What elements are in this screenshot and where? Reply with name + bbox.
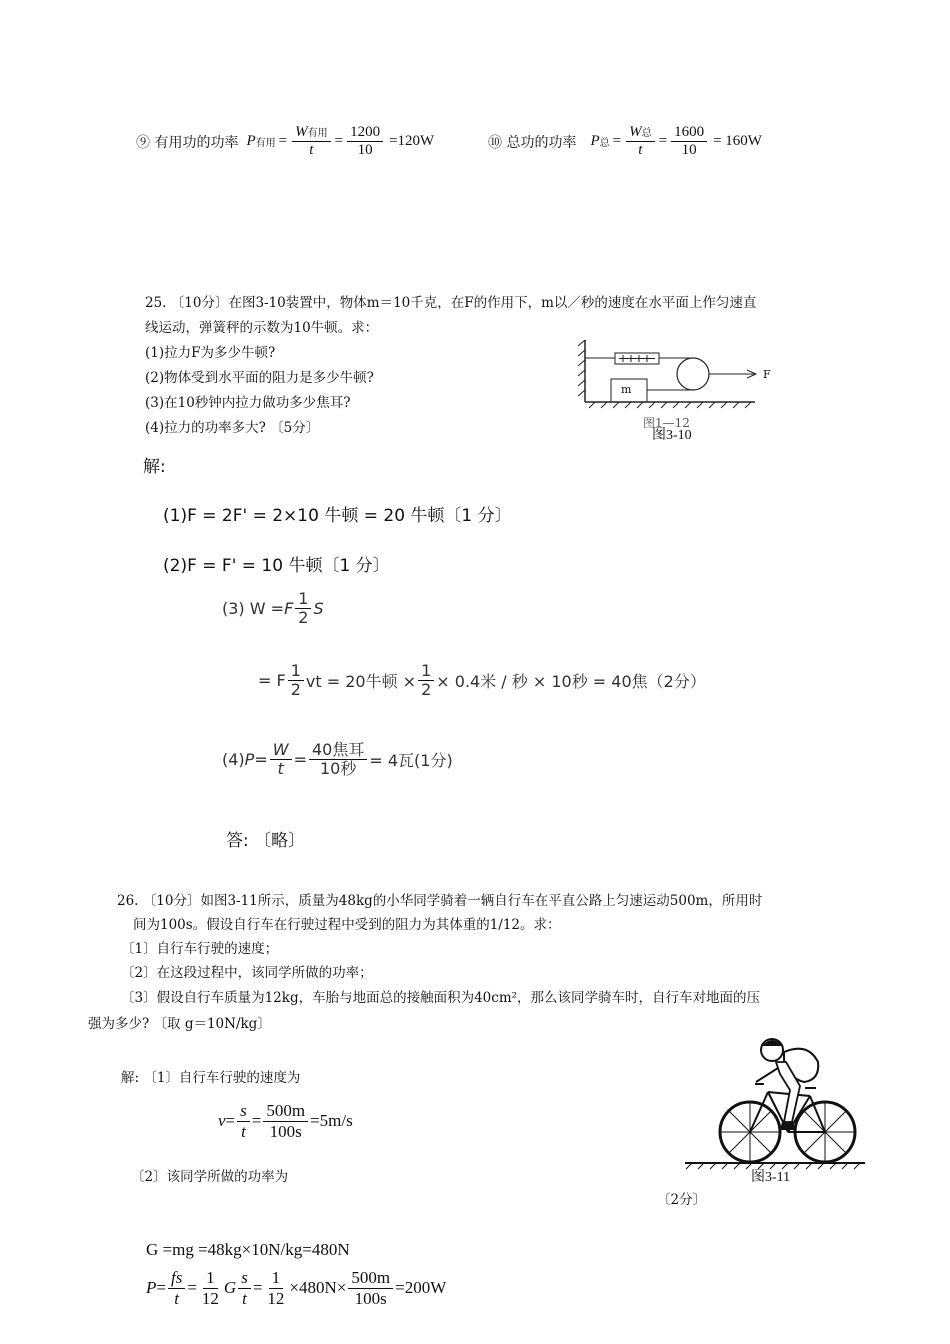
power-useful-formula: ⑨ 有用功的功率 P 有用 = $\frac{\text{W有用}}{t}$ = $\frac{1200}{10}$ =120W <box>136 124 435 159</box>
label: ⑨ 有用功的功率 <box>136 134 239 151</box>
fraction: $\frac{500m}{100s}$ <box>348 1268 393 1308</box>
q26-stem-line1: 26. 〔10分〕如图3-11所示，质量为48kg的小华同学骑着一辆自行车在平直公路上匀速运动500m，所用时 <box>117 893 763 909</box>
fraction: $\frac{1}{2}$ <box>418 662 434 700</box>
fraction: $\frac{\text{40焦耳}}{\text{10秒}}$ <box>309 741 367 779</box>
solution-step-3-line2: = F $\frac{1}{2}$ vt = 20牛顿 × $\frac{1}{2}$ × 0.4米 / 秒 × 10秒 = 40焦（2分） <box>258 661 706 700</box>
score-label: 〔2分〕 <box>657 1192 707 1208</box>
q26-item-3-line2: 强为多少? 〔取 g＝10N/kg〕 <box>88 1016 271 1032</box>
pulley-figure <box>575 336 775 412</box>
fraction: $\frac{s}{t}$ <box>238 1268 251 1308</box>
q25-stem-line2: 线运动，弹簧秤的示数为10牛顿。求： <box>145 320 379 336</box>
fraction: $\frac{fs}{t}$ <box>168 1268 185 1308</box>
q26-item-2: 〔2〕在这段过程中，该同学所做的功率； <box>121 965 373 981</box>
q25-item-3: (3)在10秒钟内拉力做功多少焦耳? <box>145 395 351 411</box>
q26-solution-2-label: 〔2〕该同学所做的功率为 <box>131 1169 289 1185</box>
solution-step-3: (3) W = F $\frac{1}{2}$ S <box>222 589 324 628</box>
power-total-formula: ⑩ 总功的功率 P 总 = $\frac{\text{W总}}{t}$ = $\frac{1600}{10}$ = 160W <box>488 124 762 159</box>
q26-stem-line2: 间为100s。假设自行车在行驶过程中受到的阻力为其体重的1/12。求： <box>133 917 561 933</box>
figure-caption: 图3-10 <box>652 428 692 443</box>
force-label: F <box>763 368 771 381</box>
q26-solution-1-label: 解: 〔1〕自行车行驶的速度为 <box>121 1070 301 1086</box>
cyclist-figure <box>680 1030 870 1170</box>
fraction: $\frac{W}{t}$ <box>270 741 292 779</box>
fraction: $\frac{s}{t}$ <box>237 1101 250 1141</box>
power-formula: P = $\frac{fs}{t}$ = $\frac{1}{12}$ G $\frac{s}{t}$ = $\frac{1}{12}$ ×480N× $\frac{500m}{100s}$ =200W <box>146 1268 447 1308</box>
fraction: $\frac{1}{2}$ <box>288 662 304 700</box>
solution-step-2: (2)F = F' = 10 牛顿〔1 分〕 <box>163 556 390 576</box>
fraction: $\frac{\text{W有用}}{t}$ <box>292 124 331 160</box>
answer: 答: 〔略〕 <box>226 831 306 851</box>
figure-caption-faint: 图1—12 <box>643 416 690 430</box>
q26-item-1: 〔1〕自行车行驶的速度； <box>121 941 279 957</box>
block-label: m <box>621 383 632 396</box>
fraction: $\frac{1}{2}$ <box>295 590 311 628</box>
solution-label: 解: <box>143 457 166 477</box>
cyclist-figure-caption: 图3-11 <box>751 1170 791 1185</box>
weight-formula: G =mg =48kg×10N/kg=480N <box>146 1240 350 1259</box>
q25-item-2: (2)物体受到水平面的阻力是多少牛顿? <box>145 370 374 386</box>
fraction: $\frac{500m}{100s}$ <box>263 1101 308 1141</box>
fraction: $\frac{\text{W总}}{t}$ <box>626 124 655 160</box>
q26-item-3-line1: 〔3〕假设自行车质量为12kg，车胎与地面总的接触面积为40cm²，那么该同学骑车时，自行车对地面的压 <box>121 990 761 1006</box>
speed-formula: v = $\frac{s}{t}$ = $\frac{500m}{100s}$ =5m/s <box>218 1101 353 1141</box>
fraction: $\frac{1200}{10}$ <box>347 124 383 160</box>
q25-stem-line1: 25. 〔10分〕在图3-10装置中，物体m＝10千克，在F的作用下，m以／秒的速度在水平面上作匀速直 <box>145 295 757 311</box>
solution-step-1: (1)F = 2F' = 2×10 牛顿 = 20 牛顿〔1 分〕 <box>163 506 512 526</box>
solution-step-4: (4) P = $\frac{W}{t}$ = $\frac{\text{40焦耳}}{\text{10秒}}$ = 4瓦(1分) <box>222 740 453 779</box>
fraction: $\frac{1}{12}$ <box>201 1268 219 1308</box>
fraction: $\frac{1}{12}$ <box>267 1268 285 1308</box>
q25-item-1: (1)拉力F为多少牛顿? <box>145 345 276 361</box>
fraction: $\frac{1600}{10}$ <box>671 124 707 160</box>
label: ⑩ 总功的功率 <box>488 134 577 151</box>
q25-item-4: (4)拉力的功率多大? 〔5分〕 <box>145 420 320 436</box>
